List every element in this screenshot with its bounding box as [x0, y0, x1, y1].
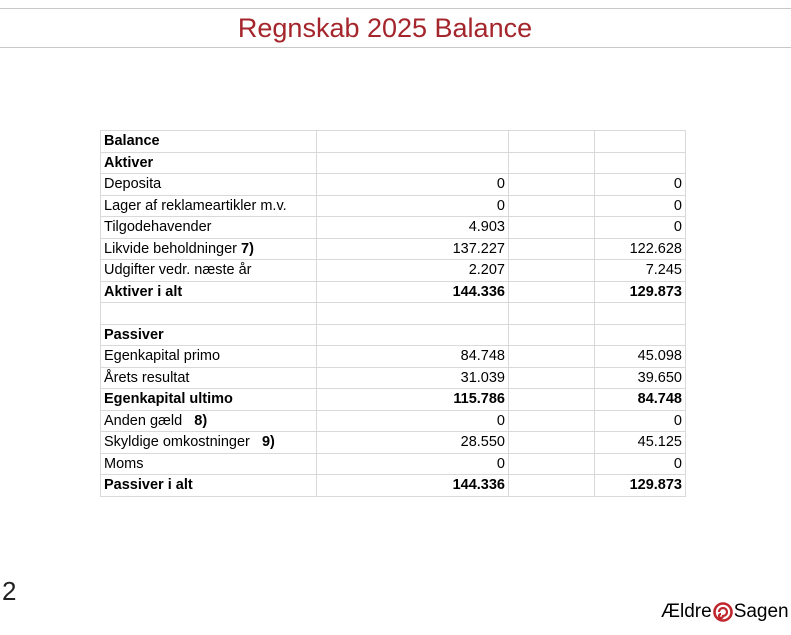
table-row [101, 346, 686, 368]
value-current-year [317, 152, 509, 174]
row-label: Udgifter vedr. næste år [104, 262, 252, 279]
aeldre-sagen-logo [661, 600, 789, 624]
value-current-year: 115.786 [317, 389, 509, 411]
row-label: Årets resultat [104, 369, 190, 386]
row-label-cell [101, 217, 317, 239]
note-reference: 7) [241, 240, 254, 257]
row-label: Deposita [104, 176, 162, 193]
row-label-cell [101, 260, 317, 282]
value-previous-year: 7.245 [595, 260, 686, 282]
table-row [101, 453, 686, 475]
row-label-cell [101, 475, 317, 497]
note-reference: 9) [261, 434, 275, 451]
balance-table [100, 130, 686, 497]
value-current-year: 31.039 [317, 367, 509, 389]
value-current-year: 84.748 [317, 346, 509, 368]
empty-cell [509, 195, 595, 217]
empty-cell [509, 432, 595, 454]
value-previous-year [595, 152, 686, 174]
row-label-cell [101, 152, 317, 174]
row-label-cell [101, 131, 317, 153]
value-previous-year [595, 303, 686, 325]
value-previous-year: 45.098 [595, 346, 686, 368]
row-label: Anden gæld [104, 412, 195, 429]
empty-cell [509, 217, 595, 239]
value-previous-year: 0 [595, 453, 686, 475]
row-label-cell [101, 324, 317, 346]
table-row [101, 174, 686, 196]
empty-cell [509, 389, 595, 411]
logo-text-part1: Ældre [661, 601, 712, 622]
table-row [101, 131, 686, 153]
row-label: Aktiver i alt [104, 283, 183, 300]
value-current-year: 28.550 [317, 432, 509, 454]
value-current-year: 0 [317, 174, 509, 196]
balance-table-body [101, 131, 686, 497]
value-current-year: 0 [317, 453, 509, 475]
value-previous-year: 0 [595, 174, 686, 196]
value-current-year [317, 303, 509, 325]
page-number: 2 [2, 576, 17, 606]
table-row [101, 281, 686, 303]
row-label-cell [101, 389, 317, 411]
slide-title: Regnskab 2025 Balance [237, 13, 533, 43]
empty-cell [509, 281, 595, 303]
row-label: Passiver i alt [104, 477, 193, 494]
value-current-year: 144.336 [317, 281, 509, 303]
row-label: Moms [104, 455, 144, 472]
row-label: Likvide beholdninger [104, 240, 242, 257]
value-previous-year [595, 324, 686, 346]
value-previous-year [595, 131, 686, 153]
table-row [101, 238, 686, 260]
row-label: Egenkapital ultimo [104, 391, 233, 408]
logo-spiral-icon [713, 602, 733, 622]
row-label: Skyldige omkostninger [104, 434, 262, 451]
table-row [101, 432, 686, 454]
row-label-cell [101, 432, 317, 454]
value-previous-year: 45.125 [595, 432, 686, 454]
table-row [101, 195, 686, 217]
table-row [101, 152, 686, 174]
value-current-year: 137.227 [317, 238, 509, 260]
empty-cell [509, 324, 595, 346]
empty-cell [509, 453, 595, 475]
value-previous-year: 129.873 [595, 475, 686, 497]
row-label-cell [101, 174, 317, 196]
row-label: Tilgodehavender [104, 219, 212, 236]
empty-cell [509, 131, 595, 153]
row-label-cell [101, 367, 317, 389]
empty-cell [509, 367, 595, 389]
value-current-year [317, 131, 509, 153]
row-label-cell [101, 238, 317, 260]
row-label: Aktiver [104, 154, 154, 171]
row-label: Lager af reklameartikler m.v. [104, 197, 287, 214]
value-current-year: 2.207 [317, 260, 509, 282]
table-row [101, 389, 686, 411]
empty-cell [509, 475, 595, 497]
value-current-year [317, 324, 509, 346]
table-row [101, 217, 686, 239]
value-previous-year: 0 [595, 410, 686, 432]
value-previous-year: 84.748 [595, 389, 686, 411]
table-row [101, 410, 686, 432]
empty-cell [509, 238, 595, 260]
row-label: Egenkapital primo [104, 348, 221, 365]
empty-cell [509, 346, 595, 368]
value-current-year: 4.903 [317, 217, 509, 239]
row-label-cell [101, 453, 317, 475]
value-previous-year: 0 [595, 195, 686, 217]
empty-cell [509, 260, 595, 282]
note-reference: 8) [194, 412, 208, 429]
value-current-year: 144.336 [317, 475, 509, 497]
row-label-cell [101, 410, 317, 432]
table-row [101, 324, 686, 346]
table-row [101, 303, 686, 325]
value-current-year: 0 [317, 410, 509, 432]
value-previous-year: 122.628 [595, 238, 686, 260]
slide-header [0, 8, 791, 48]
value-previous-year: 39.650 [595, 367, 686, 389]
row-label: Passiver [104, 326, 164, 343]
logo-text-part2: Sagen [733, 601, 789, 622]
value-previous-year: 0 [595, 217, 686, 239]
empty-cell [509, 303, 595, 325]
value-previous-year: 129.873 [595, 281, 686, 303]
table-row [101, 475, 686, 497]
empty-cell [509, 410, 595, 432]
table-row [101, 260, 686, 282]
row-label: Balance [104, 133, 160, 150]
table-row [101, 367, 686, 389]
row-label-cell [101, 195, 317, 217]
row-label-cell [101, 346, 317, 368]
empty-cell [509, 152, 595, 174]
value-current-year: 0 [317, 195, 509, 217]
empty-cell [509, 174, 595, 196]
row-label-cell [101, 303, 317, 325]
row-label-cell [101, 281, 317, 303]
